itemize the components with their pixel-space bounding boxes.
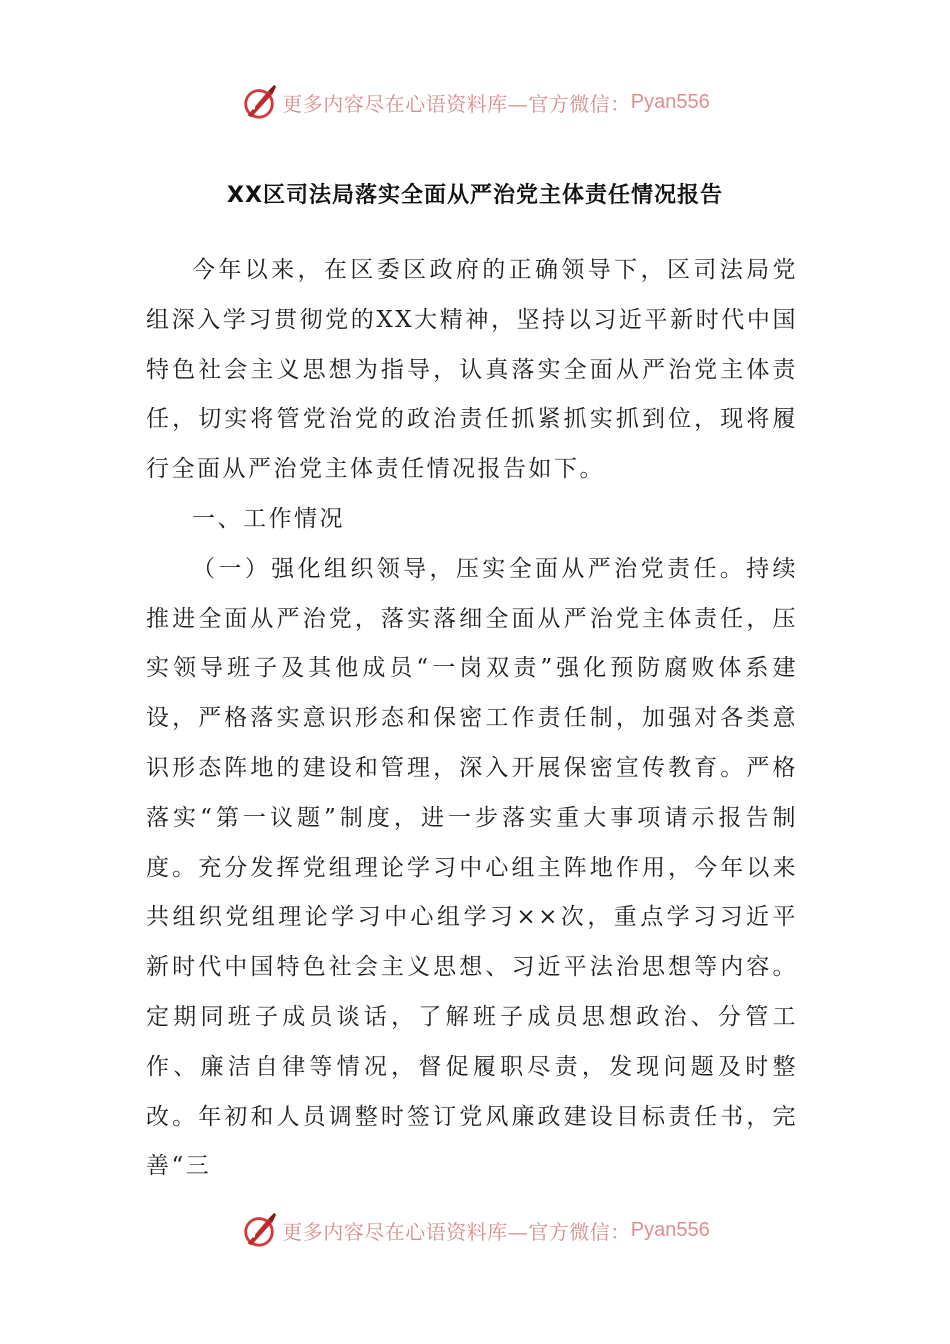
body-paragraph: （一）强化组织领导，压实全面从严治党责任。持续推进全面从严治党，落实落细全面从严治党主体责任，压实领导班子及其他成员“一岗双责”强化预防腐败体系建设，严格落实意识形态和保密工作责任制，加强对各类意识形态阵地的建设和管理，深入开展保密宣传教育。严格落实“第一议题”制度，进一步落实重大事项请示报告制度。充分发挥党组理论学习中心组主阵地作用，今年以来共组织党组理论学习中心组学习××次，重点学习习近平新时代中国特色社会主义思想、习近平法治思想等内容。定期同班子成员谈话，了解班子成员思想政治、分管工作、廉洁自律等情况，督促履职尽责，发现问题及时整改。年初和人员调整时签订党风廉政建设目标责任书，完善“三 [146,555,798,1180]
header-watermark [0,80,950,124]
watermark-text: 更多内容尽在心语资料库—官方微信： [282,91,631,116]
document-title: XX区司法局落实全面从严治党主体责任情况报告 [227,183,723,208]
watermark-wechat-id: Pyan556 [630,90,710,113]
section-heading: 一、工作情况 [192,505,345,532]
watermark-wechat-id: Pyan556 [630,1218,710,1241]
pen-quill-logo-icon [240,1211,278,1249]
footer-watermark [0,1208,950,1252]
watermark-text: 更多内容尽在心语资料库—官方微信： [282,1219,631,1244]
document-body [146,246,798,1192]
pen-quill-logo-icon [240,83,278,121]
intro-paragraph: 今年以来，在区委区政府的正确领导下，区司法局党组深入学习贯彻党的XX大精神，坚持以习近平新时代中国特色社会主义思想为指导，认真落实全面从严治党主体责任，切实将管党治党的政治责任抓紧抓实抓到位，现将履行全面从严治党主体责任情况报告如下。 [146,257,798,483]
